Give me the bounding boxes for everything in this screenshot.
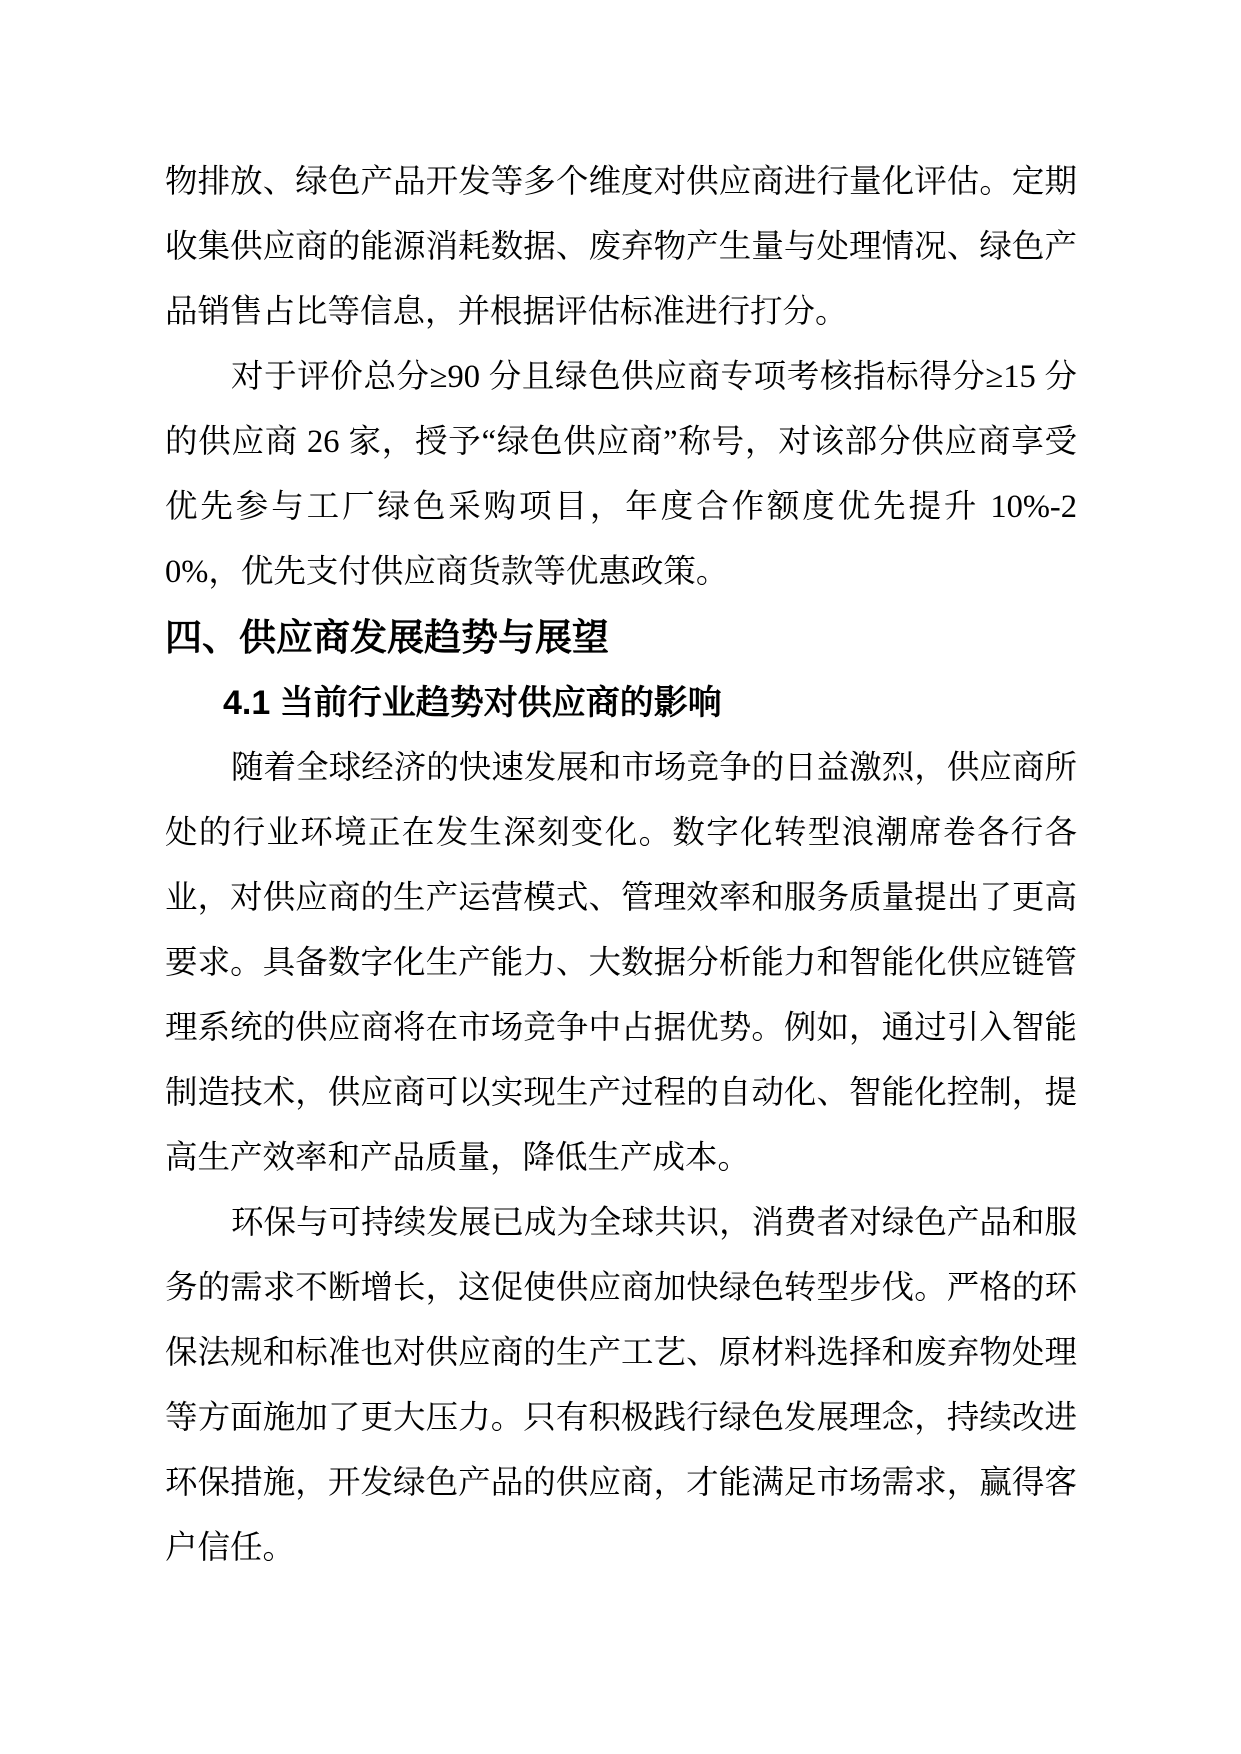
body-paragraph: 环保与可持续发展已成为全球共识，消费者对绿色产品和服务的需求不断增长，这促使供应商加快绿色转型步伐。严格的环保法规和标准也对供应商的生产工艺、原材料选择和废弃物处理等方面施加了更大压力。只有积极践行绿色发展理念，持续改进环保措施，开发绿色产品的供应商，才能满足市场需求，赢得客户信任。 (165, 1205, 1077, 1566)
subsection-heading: 4.1 当前行业趋势对供应商的影响 (223, 684, 722, 722)
body-paragraph: 对于评价总分≥90 分且绿色供应商专项考核指标得分≥15 分的供应商 26 家，授予“绿色供应商”称号，对该部分供应商享受优先参与工厂绿色采购项目，年度合作额度优先提升 10%-20%，优先支付供应商货款等优惠政策。 (165, 359, 1077, 590)
body-paragraph: 随着全球经济的快速发展和市场竞争的日益激烈，供应商所处的行业环境正在发生深刻变化。数字化转型浪潮席卷各行各业，对供应商的生产运营模式、管理效率和服务质量提出了更高要求。具备数字化生产能力、大数据分析能力和智能化供应链管理系统的供应商将在市场竞争中占据优势。例如，通过引入智能制造技术，供应商可以实现生产过程的自动化、智能化控制，提高生产效率和产品质量，降低生产成本。 (165, 750, 1077, 1176)
section-heading: 四、供应商发展趋势与展望 (165, 617, 609, 658)
document-content (165, 150, 1077, 1581)
body-paragraph: 物排放、绿色产品开发等多个维度对供应商进行量化评估。定期收集供应商的能源消耗数据、废弃物产生量与处理情况、绿色产品销售占比等信息，并根据评估标准进行打分。 (165, 164, 1077, 330)
